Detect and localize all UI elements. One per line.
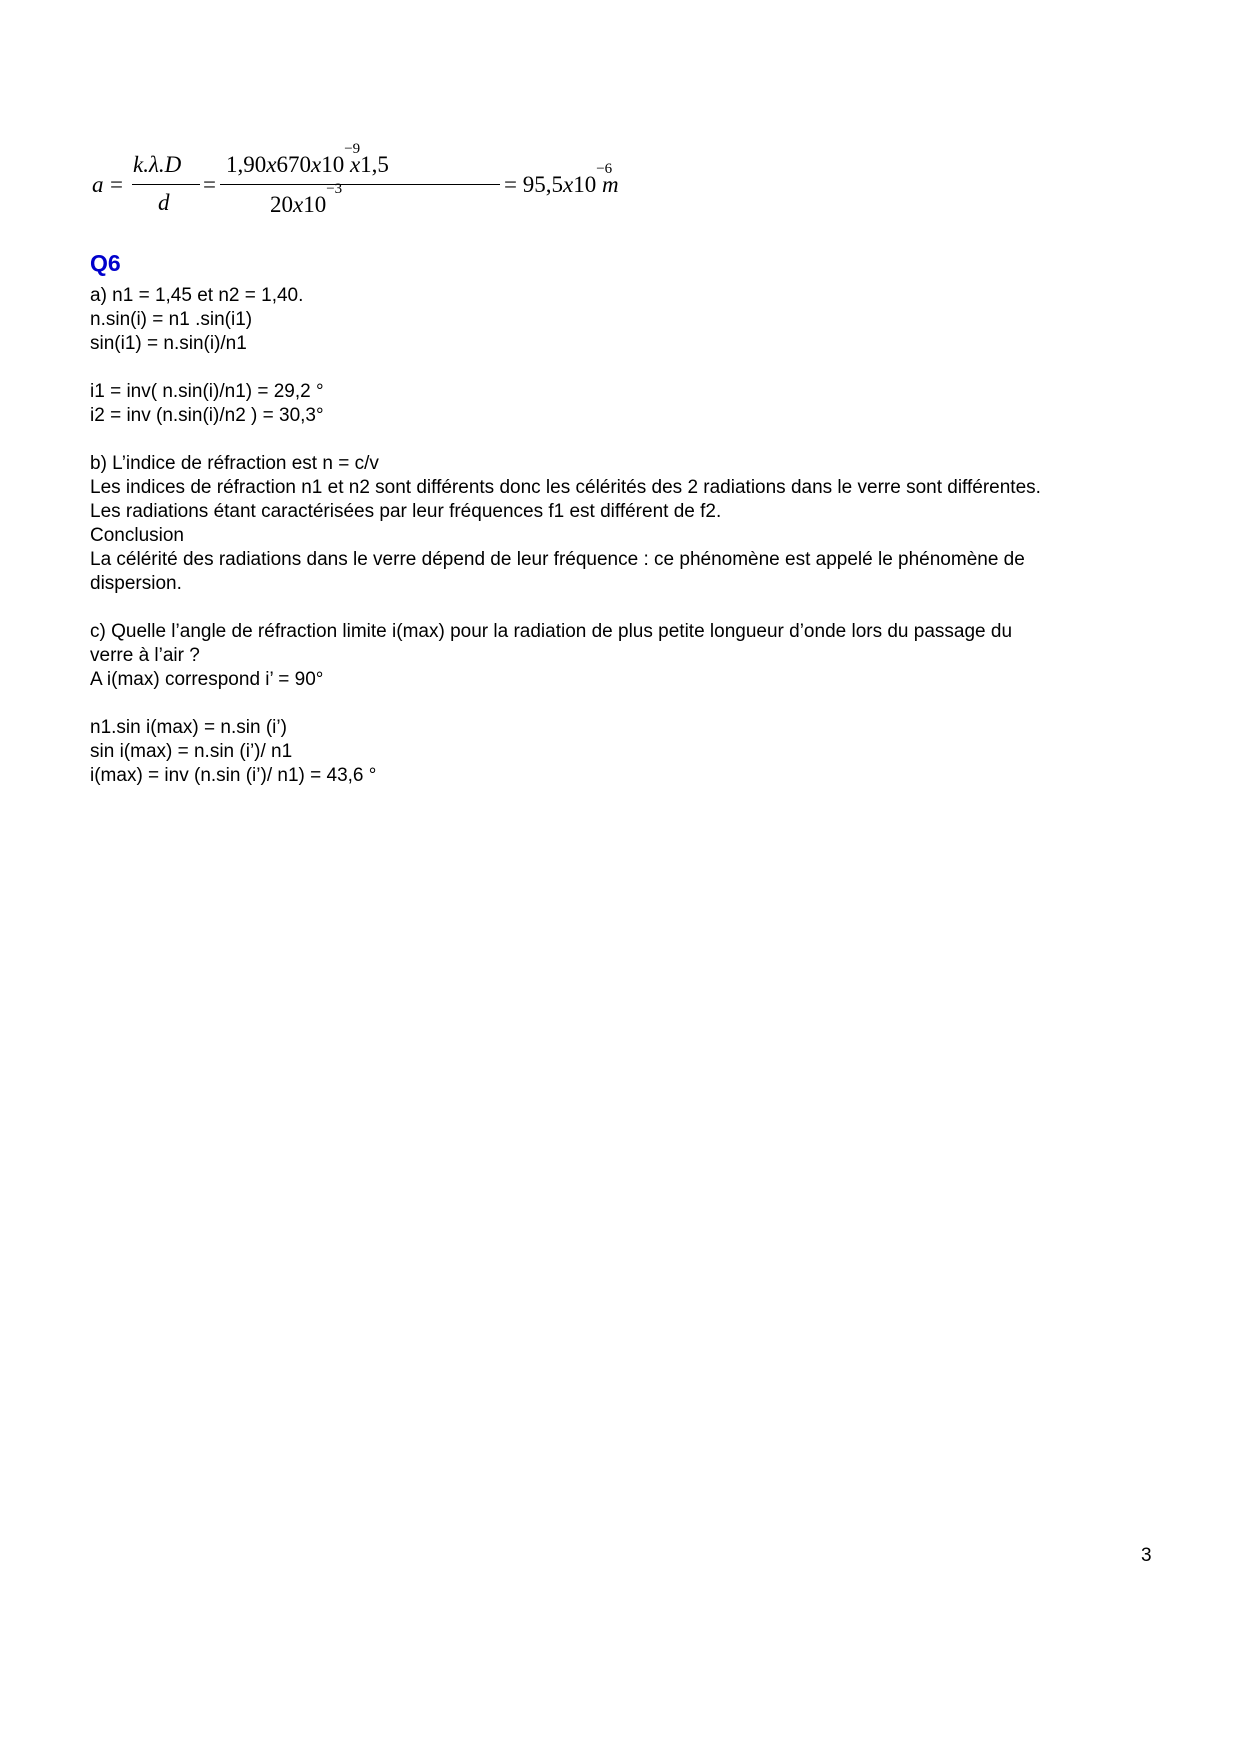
fraction1-bar	[132, 184, 200, 185]
formula-equals-2: =	[203, 172, 216, 197]
fraction1-denominator: d	[158, 190, 170, 215]
blank-line	[90, 692, 1170, 716]
text-line: i(max) = inv (n.sin (i’)/ n1) = 43,6 °	[90, 765, 377, 786]
fraction2-bar	[220, 184, 500, 185]
section-heading: Q6	[90, 250, 121, 276]
text-line: i2 = inv (n.sin(i)/n2 ) = 30,3°	[90, 405, 324, 426]
formula-block	[92, 141, 619, 232]
text-line: a) n1 = 1,45 et n2 = 1,40.	[90, 285, 304, 306]
text-line: Les indices de réfraction n1 et n2 sont différents donc les célérités des 2 radiations dans le verre sont différentes.	[90, 477, 1041, 498]
text-line: Conclusion	[90, 525, 184, 546]
text-line: c) Quelle l’angle de réfraction limite i(max) pour la radiation de plus petite longueur d’onde lors du passage du	[90, 621, 1013, 642]
fraction2-denominator: 20x10 −3	[270, 181, 343, 217]
formula-result: = 95,5x10 −6 m	[504, 161, 619, 197]
formula-equals-1: =	[110, 172, 123, 197]
blank-line	[90, 596, 1170, 620]
formula-lhs: a	[92, 172, 104, 197]
text-line: sin(i1) = n.sin(i)/n1	[90, 333, 247, 354]
text-line: n.sin(i) = n1 .sin(i1)	[90, 309, 253, 330]
page-number: 3	[1141, 1545, 1152, 1566]
fraction1-numerator: k.λ.D	[133, 152, 182, 177]
fraction2-numerator: 1,90x670x10 −9 x1,5	[226, 141, 389, 177]
text-line: Les radiations étant caractérisées par leur fréquences f1 est différent de f2.	[90, 501, 722, 522]
text-line: dispersion.	[90, 573, 182, 594]
blank-line	[90, 356, 1170, 380]
text-line: La célérité des radiations dans le verre dépend de leur fréquence : ce phénomène est appelé le phénomène de	[90, 549, 1025, 570]
text-line: A i(max) correspond i’ = 90°	[90, 669, 324, 690]
blank-line	[90, 428, 1170, 452]
text-line: sin i(max) = n.sin (i’)/ n1	[90, 741, 293, 762]
text-line: n1.sin i(max) = n.sin (i’)	[90, 717, 287, 738]
text-line: b) L’indice de réfraction est n = c/v	[90, 453, 379, 474]
text-line: i1 = inv( n.sin(i)/n1) = 29,2 °	[90, 381, 324, 402]
section-body	[90, 284, 1170, 788]
text-line: verre à l’air ?	[90, 645, 200, 666]
